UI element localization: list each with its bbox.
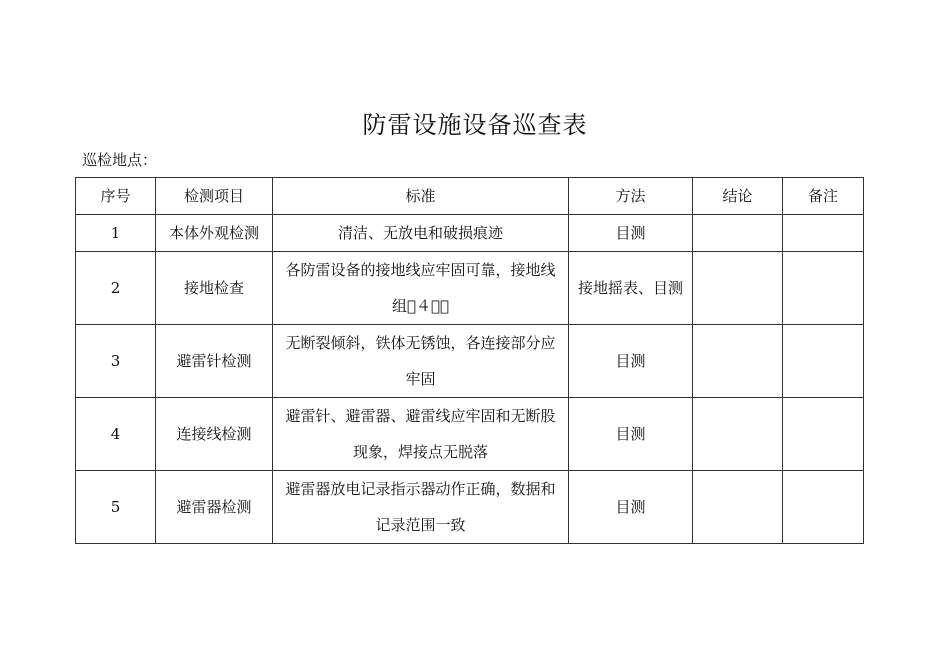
remark-cell[interactable] (783, 252, 864, 325)
method-cell: 目测 (569, 471, 693, 544)
standard-cell: 清洁、无放电和破损痕迹 (273, 215, 569, 252)
conclusion-cell[interactable] (693, 325, 783, 398)
table-row (76, 325, 864, 398)
item-cell: 接地检查 (156, 252, 273, 325)
remark-cell[interactable] (783, 471, 864, 544)
remark-cell[interactable] (783, 398, 864, 471)
header-remark: 备注 (783, 178, 864, 215)
table-row (76, 398, 864, 471)
inspection-location-label: 巡检地点： (82, 151, 158, 169)
item-cell: 避雷器检测 (156, 471, 273, 544)
header-conclusion: 结论 (693, 178, 783, 215)
standard-cell: 无断裂倾斜，铁体无锈蚀，各连接部分应牢固 (273, 325, 569, 398)
item-cell: 本体外观检测 (156, 215, 273, 252)
item-cell: 避雷针检测 (156, 325, 273, 398)
remark-cell[interactable] (783, 325, 864, 398)
standard-cell: 避雷器放电记录指示器动作正确，数据和记录范围一致 (273, 471, 569, 544)
header-method: 方法 (569, 178, 693, 215)
method-cell: 目测 (569, 215, 693, 252)
method-cell: 目测 (569, 325, 693, 398)
conclusion-cell[interactable] (693, 215, 783, 252)
seq-cell: 2 (76, 252, 156, 325)
table-row (76, 252, 864, 325)
seq-cell: 4 (76, 398, 156, 471)
conclusion-cell[interactable] (693, 398, 783, 471)
table-row (76, 215, 864, 252)
standard-cell: 避雷针、避雷器、避雷线应牢固和无断股现象，焊接点无脱落 (273, 398, 569, 471)
page-title: 防雷设施设备巡查表 (362, 111, 588, 139)
header-item: 检测项目 (156, 178, 273, 215)
conclusion-cell[interactable] (693, 252, 783, 325)
method-cell: 接地摇表、目测 (569, 252, 693, 325)
header-seq: 序号 (76, 178, 156, 215)
table-header-row (76, 178, 864, 215)
table-row (76, 471, 864, 544)
inspection-table (75, 177, 864, 544)
seq-cell: 1 (76, 215, 156, 252)
header-standard: 标准 (273, 178, 569, 215)
seq-cell: 3 (76, 325, 156, 398)
item-cell: 连接线检测 (156, 398, 273, 471)
conclusion-cell[interactable] (693, 471, 783, 544)
method-cell: 目测 (569, 398, 693, 471)
remark-cell[interactable] (783, 215, 864, 252)
standard-cell: 各防雷设备的接地线应牢固可靠，接地线组 ４   (273, 252, 569, 325)
seq-cell: 5 (76, 471, 156, 544)
